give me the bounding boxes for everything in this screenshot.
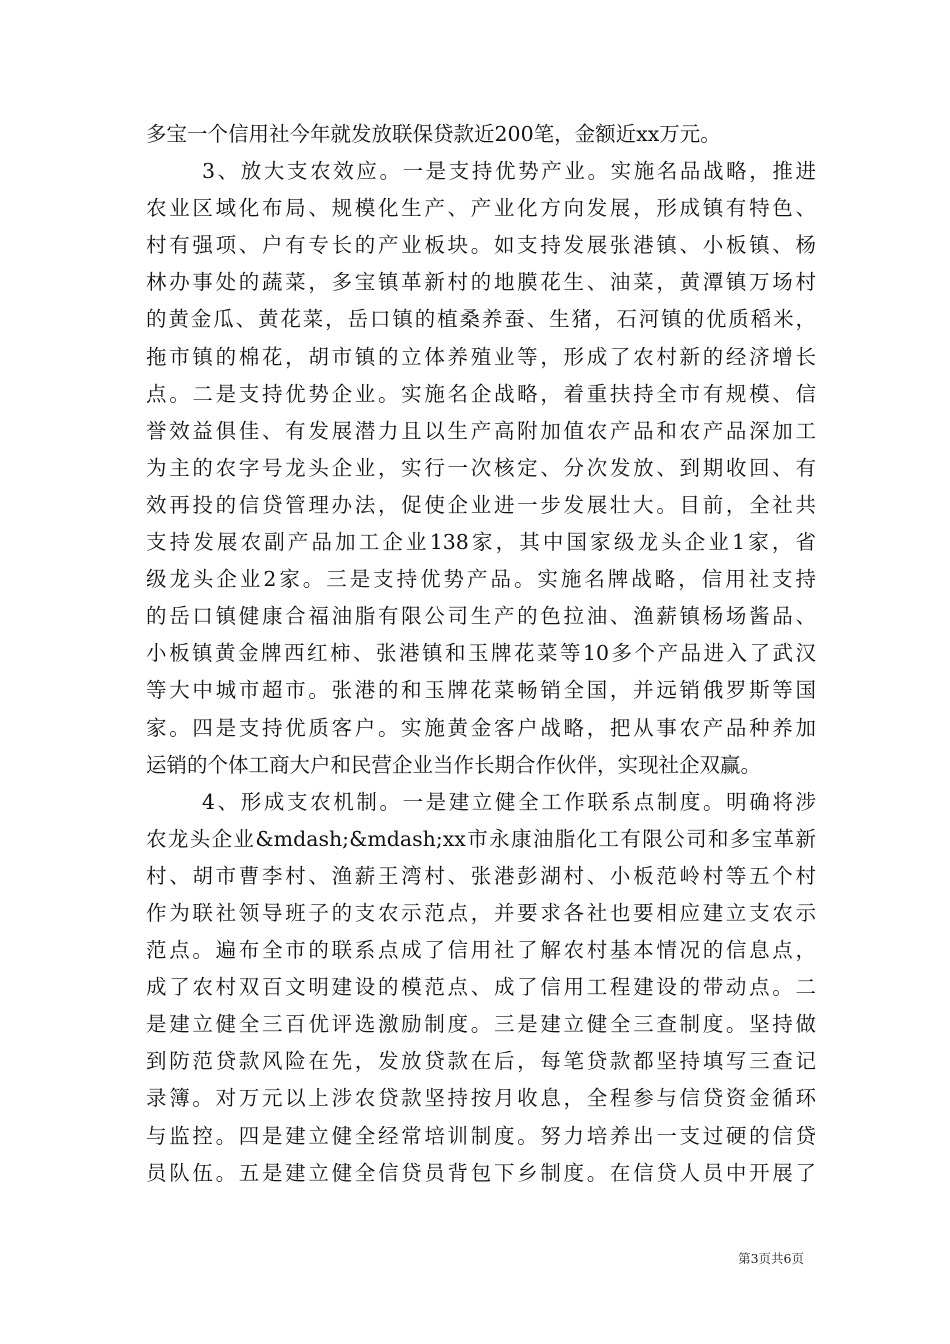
text-line: 是建立健全三百优评选激励制度。三是建立健全三查制度。坚持做 <box>146 1012 816 1037</box>
text-line: 农业区域化布局、规模化生产、产业化方向发展，形成镇有特色、 <box>146 196 816 221</box>
text-line: 点。二是支持优势企业。实施名企战略，着重扶持全市有规模、信 <box>146 381 816 406</box>
text-line: 誉效益俱佳、有发展潜力且以生产高附加值农产品和农产品深加工 <box>146 418 816 443</box>
text-line: 等大中城市超市。张港的和玉牌花菜畅销全国，并远销俄罗斯等国 <box>146 678 816 703</box>
text-line: 农龙头企业&mdash;&mdash;xx市永康油脂化工有限公司和多宝革新 <box>146 826 816 851</box>
text-line: 拖市镇的棉花，胡市镇的立体养殖业等，形成了农村新的经济增长 <box>146 344 816 369</box>
text-line: 范点。遍布全市的联系点成了信用社了解农村基本情况的信息点， <box>146 938 816 963</box>
text-line: 支持发展农副产品加工企业138家，其中国家级龙头企业1家，省 <box>146 530 816 555</box>
text-line: 多宝一个信用社今年就发放联保贷款近200笔，金额近xx万元。 <box>146 122 721 146</box>
paragraph-4-heading-line: 4、形成支农机制。一是建立健全工作联系点制度。明确将涉 <box>202 789 816 814</box>
text-line: 运销的个体工商大户和民营企业当作长期合作伙伴，实现社企双赢。 <box>146 752 761 777</box>
text-line: 级龙头企业2家。三是支持优势产品。实施名牌战略，信用社支持 <box>146 567 816 592</box>
text-line: 与监控。四是建立健全经常培训制度。努力培养出一支过硬的信贷 <box>146 1123 816 1148</box>
paragraph-3-heading-line: 3、放大支农效应。一是支持优势产业。实施名品战略，推进 <box>202 159 816 184</box>
text-line: 录簿。对万元以上涉农贷款坚持按月收息，全程参与信贷资金循环 <box>146 1086 816 1111</box>
text-line: 成了农村双百文明建设的模范点、成了信用工程建设的带动点。二 <box>146 975 816 1000</box>
text-line: 村、胡市曹李村、渔薪王湾村、张港彭湖村、小板范岭村等五个村 <box>146 863 816 888</box>
document-body <box>146 116 816 1192</box>
text-line: 作为联社领导班子的支农示范点，并要求各社也要相应建立支农示 <box>146 900 816 925</box>
text-line: 到防范贷款风险在先，发放贷款在后，每笔贷款都坚持填写三查记 <box>146 1049 816 1074</box>
text-line: 林办事处的蔬菜，多宝镇革新村的地膜花生、油菜，黄潭镇万场村 <box>146 270 816 295</box>
text-line: 的黄金瓜、黄花菜，岳口镇的植桑养蚕、生猪，石河镇的优质稻米， <box>146 307 816 332</box>
page-number-footer: 第3页共6页 <box>738 1251 804 1266</box>
text-line: 为主的农字号龙头企业，实行一次核定、分次发放、到期收回、有 <box>146 455 816 480</box>
text-line: 村有强项、户有专长的产业板块。如支持发展张港镇、小板镇、杨 <box>146 233 816 258</box>
text-line: 小板镇黄金牌西红柿、张港镇和玉牌花菜等10多个产品进入了武汉 <box>146 641 816 666</box>
text-line: 的岳口镇健康合福油脂有限公司生产的色拉油、渔薪镇杨场酱品、 <box>146 604 816 629</box>
text-line: 员队伍。五是建立健全信贷员背包下乡制度。在信贷人员中开展了 <box>146 1160 816 1185</box>
text-line: 家。四是支持优质客户。实施黄金客户战略，把从事农产品种养加 <box>146 715 816 740</box>
text-line: 效再投的信贷管理办法，促使企业进一步发展壮大。目前，全社共 <box>146 492 816 517</box>
